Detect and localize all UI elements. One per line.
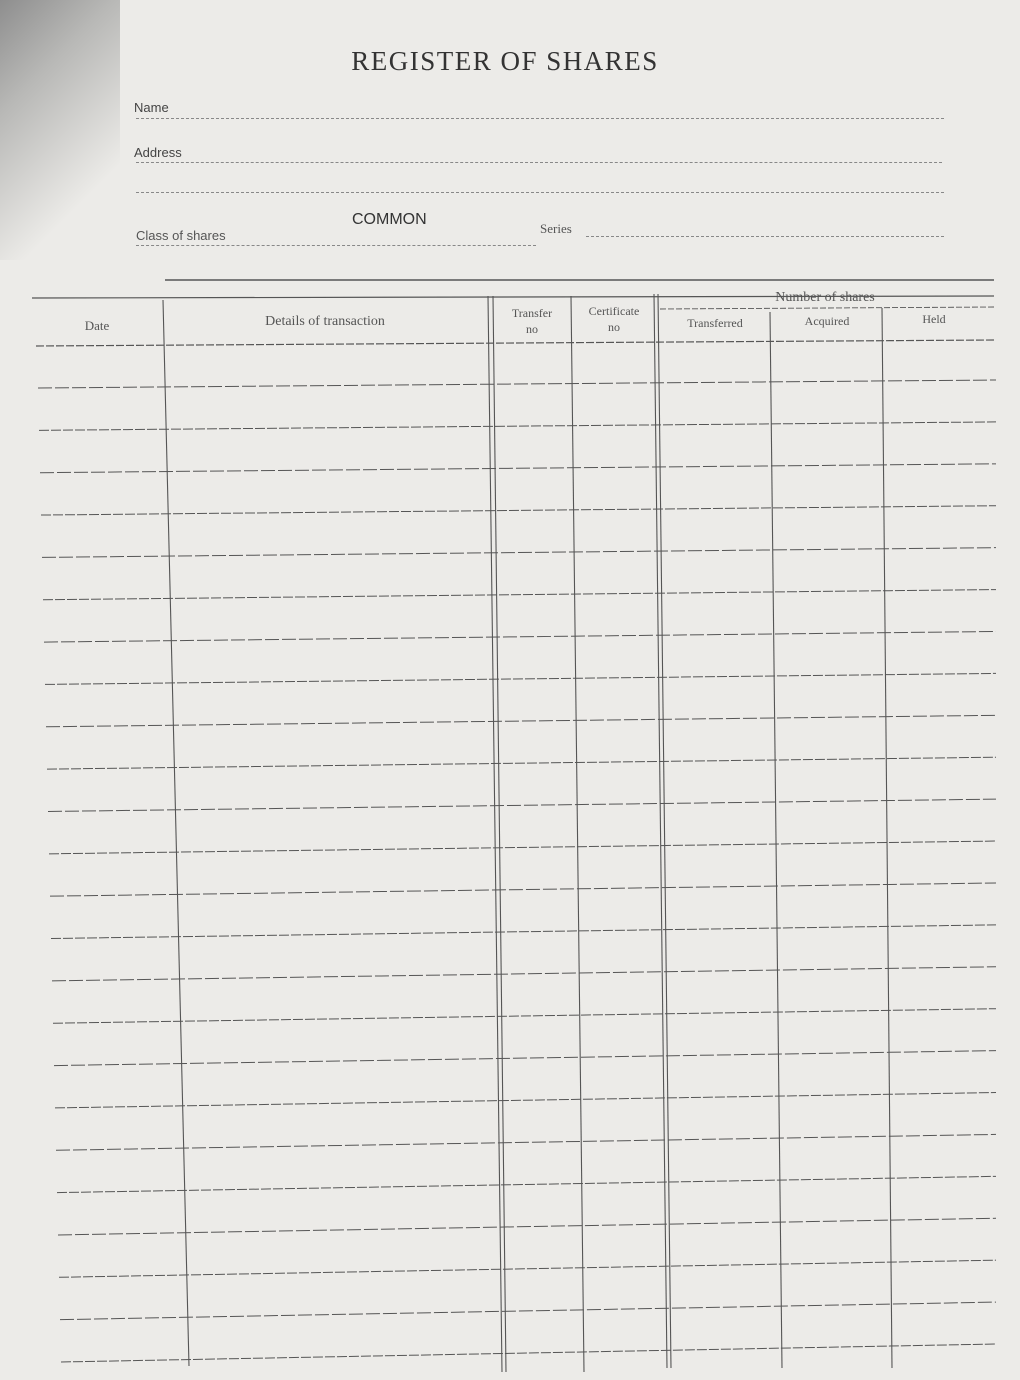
address-label: Address [134,145,182,160]
series-label: Series [540,221,572,236]
header-held: Held [922,312,946,326]
header-transfer-no [492,305,572,337]
row-rule-6 [43,590,996,600]
row-rule-15 [52,967,996,981]
row-rule-20 [57,1176,996,1192]
header-transfer-line1: Transfer [511,306,553,320]
header-certificate-line1: Certificate [588,304,640,318]
row-rule-7 [44,631,996,642]
page-title: REGISTER OF SHARES [351,46,659,76]
header-transfer-line2: no [526,322,538,336]
name-label: Name [134,100,169,115]
row-rule-1 [38,380,996,388]
row-rule-8 [45,673,996,684]
row-rule-11 [48,799,996,811]
column-rule-4 [571,296,584,1372]
row-rule-24 [61,1344,996,1362]
header-transferred: Transferred [687,316,743,330]
row-rule-17 [54,1051,996,1066]
header-number-of-shares: Number of shares [775,290,875,305]
number-of-shares-divider [660,307,994,309]
row-rule-12 [49,841,996,854]
header-date: Date [84,318,110,333]
class-of-shares-value[interactable]: COMMON [352,211,427,228]
column-rule-8 [882,308,892,1368]
row-rule-14 [51,925,996,939]
row-rule-3 [40,464,996,473]
row-rule-5 [42,548,996,558]
column-rule-7 [770,312,782,1368]
row-rule-18 [55,1093,996,1108]
row-rule-23 [60,1302,996,1320]
class-of-shares-label: Class of shares [136,228,226,243]
row-rule-16 [53,1009,996,1024]
row-rule-19 [56,1134,996,1150]
header-certificate-line2: no [608,320,620,334]
header-certificate-no [572,303,656,335]
row-rule-13 [50,883,996,896]
header-acquired: Acquired [804,314,850,328]
row-rule-4 [41,506,996,515]
row-rule-22 [59,1260,996,1277]
row-rule-2 [39,422,996,430]
row-rule-21 [58,1218,996,1235]
row-rule-9 [46,715,996,726]
column-rule-1 [163,300,189,1366]
table-header-bottom [36,340,994,346]
header-details-of-transaction: Details of transaction [265,314,385,329]
row-rule-10 [47,757,996,769]
